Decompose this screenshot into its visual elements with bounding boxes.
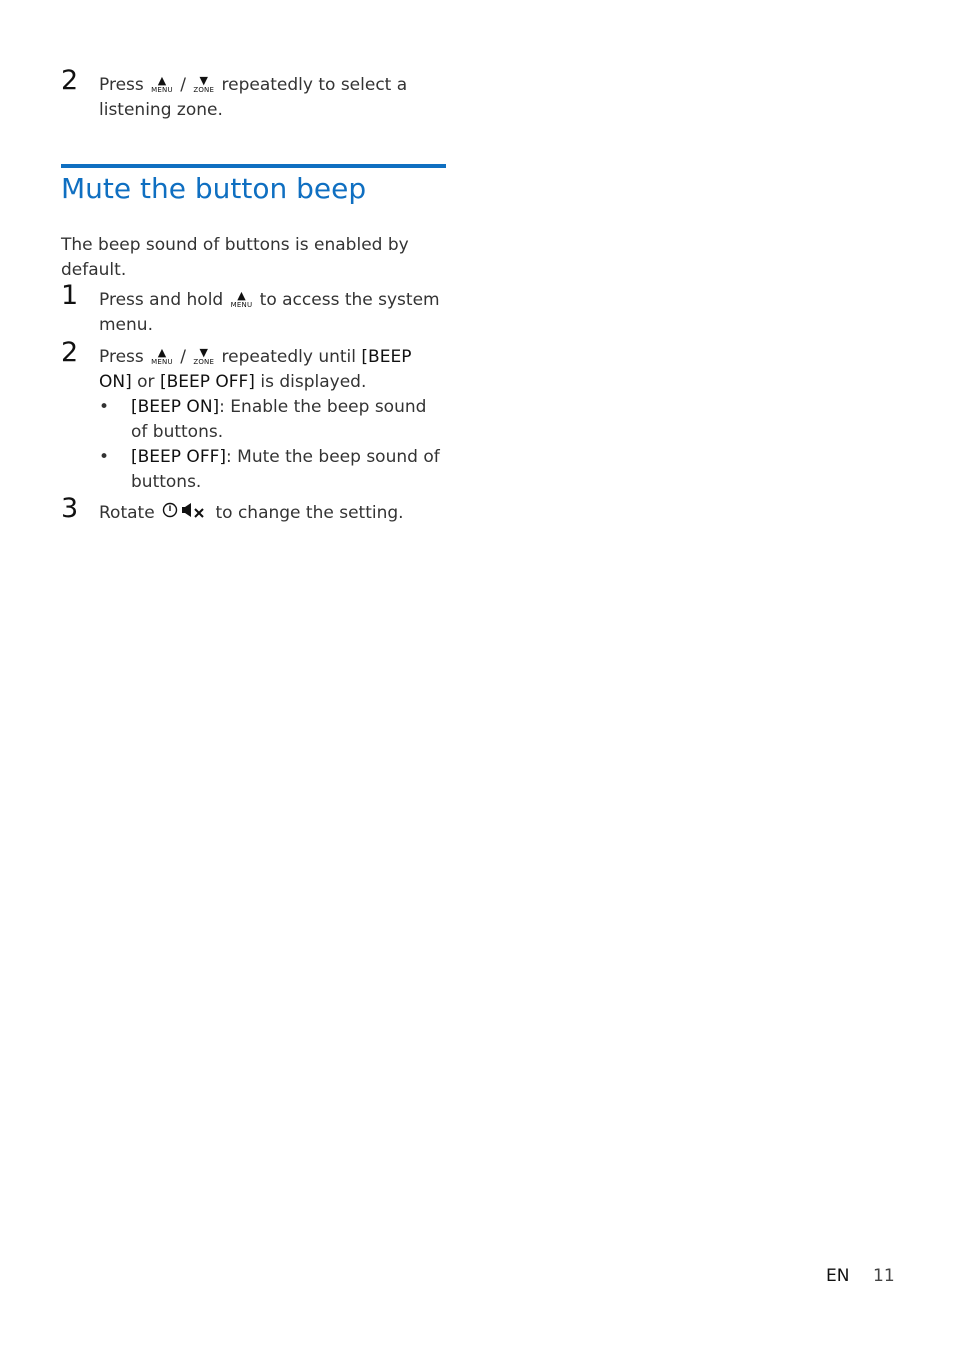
list-item: • [BEEP OFF]: Mute the beep sound of buttons.	[99, 447, 440, 492]
step-text: Press ▲ MENU / ▼ ZONE repeatedly to select a listening zone.	[99, 74, 408, 120]
list-item: • [BEEP ON]: Enable the beep sound of buttons.	[99, 397, 427, 442]
step-text: Rotate to change the setting.	[99, 501, 446, 528]
section-heading: Mute the button beep	[61, 172, 367, 205]
step-text: Press and hold ▲ MENU to access the system menu.	[99, 289, 440, 335]
menu-up-key-icon: ▲ MENU	[151, 346, 173, 366]
beep-on-keyword: [BEEP ON]	[99, 347, 412, 392]
intro-text: The beep sound of buttons is enabled by default.	[61, 235, 409, 280]
step-number: 1	[61, 280, 79, 311]
step-number: 2	[61, 65, 79, 96]
beep-off-keyword: [BEEP OFF]	[159, 372, 255, 392]
zone-down-key-icon: ▼ ZONE	[193, 346, 215, 366]
step-3	[61, 493, 446, 528]
step-1	[61, 280, 446, 338]
option-list	[99, 395, 446, 495]
step-prev-2	[61, 65, 446, 123]
footer-language: EN	[826, 1266, 850, 1286]
page-number: 11	[873, 1266, 895, 1286]
step-text: Press ▲ MENU / ▼ ZONE repeatedly until [BEEP ON] or [BEEP OFF] is displayed. • [BEEP ON]: Enable the beep sound of buttons. • [BEEP OFF]: Mute the beep sound of buttons.	[99, 345, 446, 495]
menu-up-key-icon: ▲ MENU	[151, 74, 173, 94]
section-rule	[61, 164, 446, 168]
step-number: 3	[61, 493, 79, 524]
power-mute-icon	[162, 502, 208, 528]
step-number: 2	[61, 337, 79, 368]
zone-down-key-icon: ▼ ZONE	[193, 74, 215, 94]
step-2	[61, 337, 446, 495]
menu-up-key-icon: ▲ MENU	[230, 289, 253, 309]
